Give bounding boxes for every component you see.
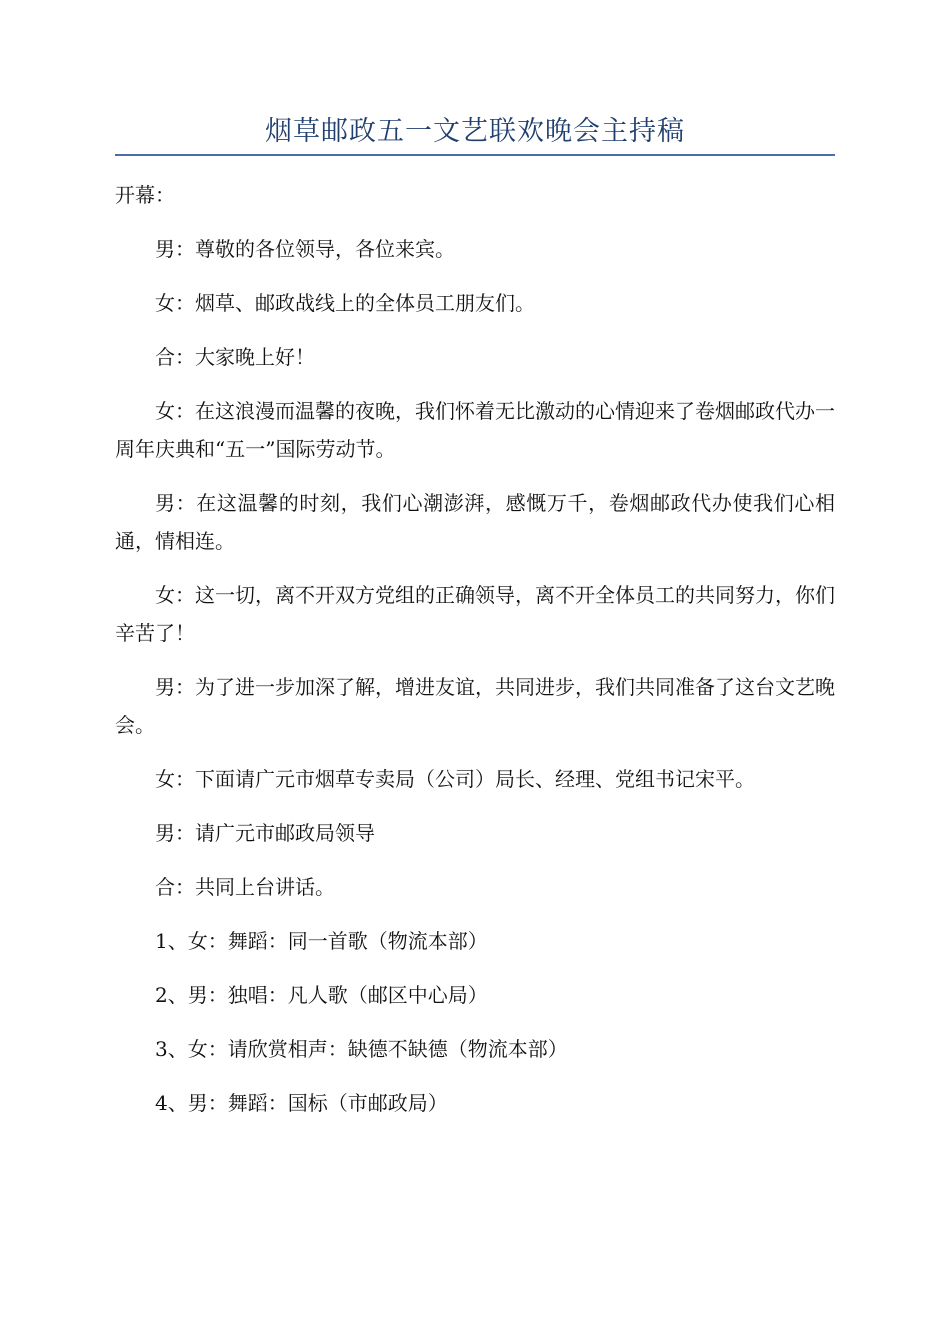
page-title: 烟草邮政五一文艺联欢晚会主持稿	[265, 116, 685, 147]
paragraph: 女：烟草、邮政战线上的全体员工朋友们。	[155, 291, 535, 315]
program-item: 3、女：请欣赏相声：缺德不缺德（物流本部）	[155, 1037, 568, 1061]
document-body	[115, 176, 835, 1138]
program-item: 2、男：独唱：凡人歌（邮区中心局）	[155, 983, 488, 1007]
paragraph: 男：在这温馨的时刻，我们心潮澎湃，感慨万千，卷烟邮政代办使我们心相通，情相连。	[115, 491, 835, 553]
program-item: 1、女：舞蹈：同一首歌（物流本部）	[155, 929, 488, 953]
paragraph: 男：尊敬的各位领导，各位来宾。	[155, 237, 455, 261]
paragraph-opening: 开幕：	[115, 183, 175, 207]
paragraph: 女：在这浪漫而温馨的夜晚，我们怀着无比激动的心情迎来了卷烟邮政代办一周年庆典和“五一”国际劳动节。	[115, 399, 835, 461]
paragraph: 男：请广元市邮政局领导	[155, 821, 375, 845]
paragraph: 合：大家晚上好！	[155, 345, 315, 369]
program-item: 4、男：舞蹈：国标（市邮政局）	[155, 1091, 448, 1115]
paragraph: 女：下面请广元市烟草专卖局（公司）局长、经理、党组书记宋平。	[155, 767, 755, 791]
paragraph: 女：这一切，离不开双方党组的正确领导，离不开全体员工的共同努力，你们辛苦了！	[115, 583, 835, 645]
paragraph: 男：为了进一步加深了解，增进友谊，共同进步，我们共同准备了这台文艺晚会。	[115, 675, 835, 737]
paragraph: 合：共同上台讲话。	[155, 875, 335, 899]
title-underline	[115, 154, 835, 156]
